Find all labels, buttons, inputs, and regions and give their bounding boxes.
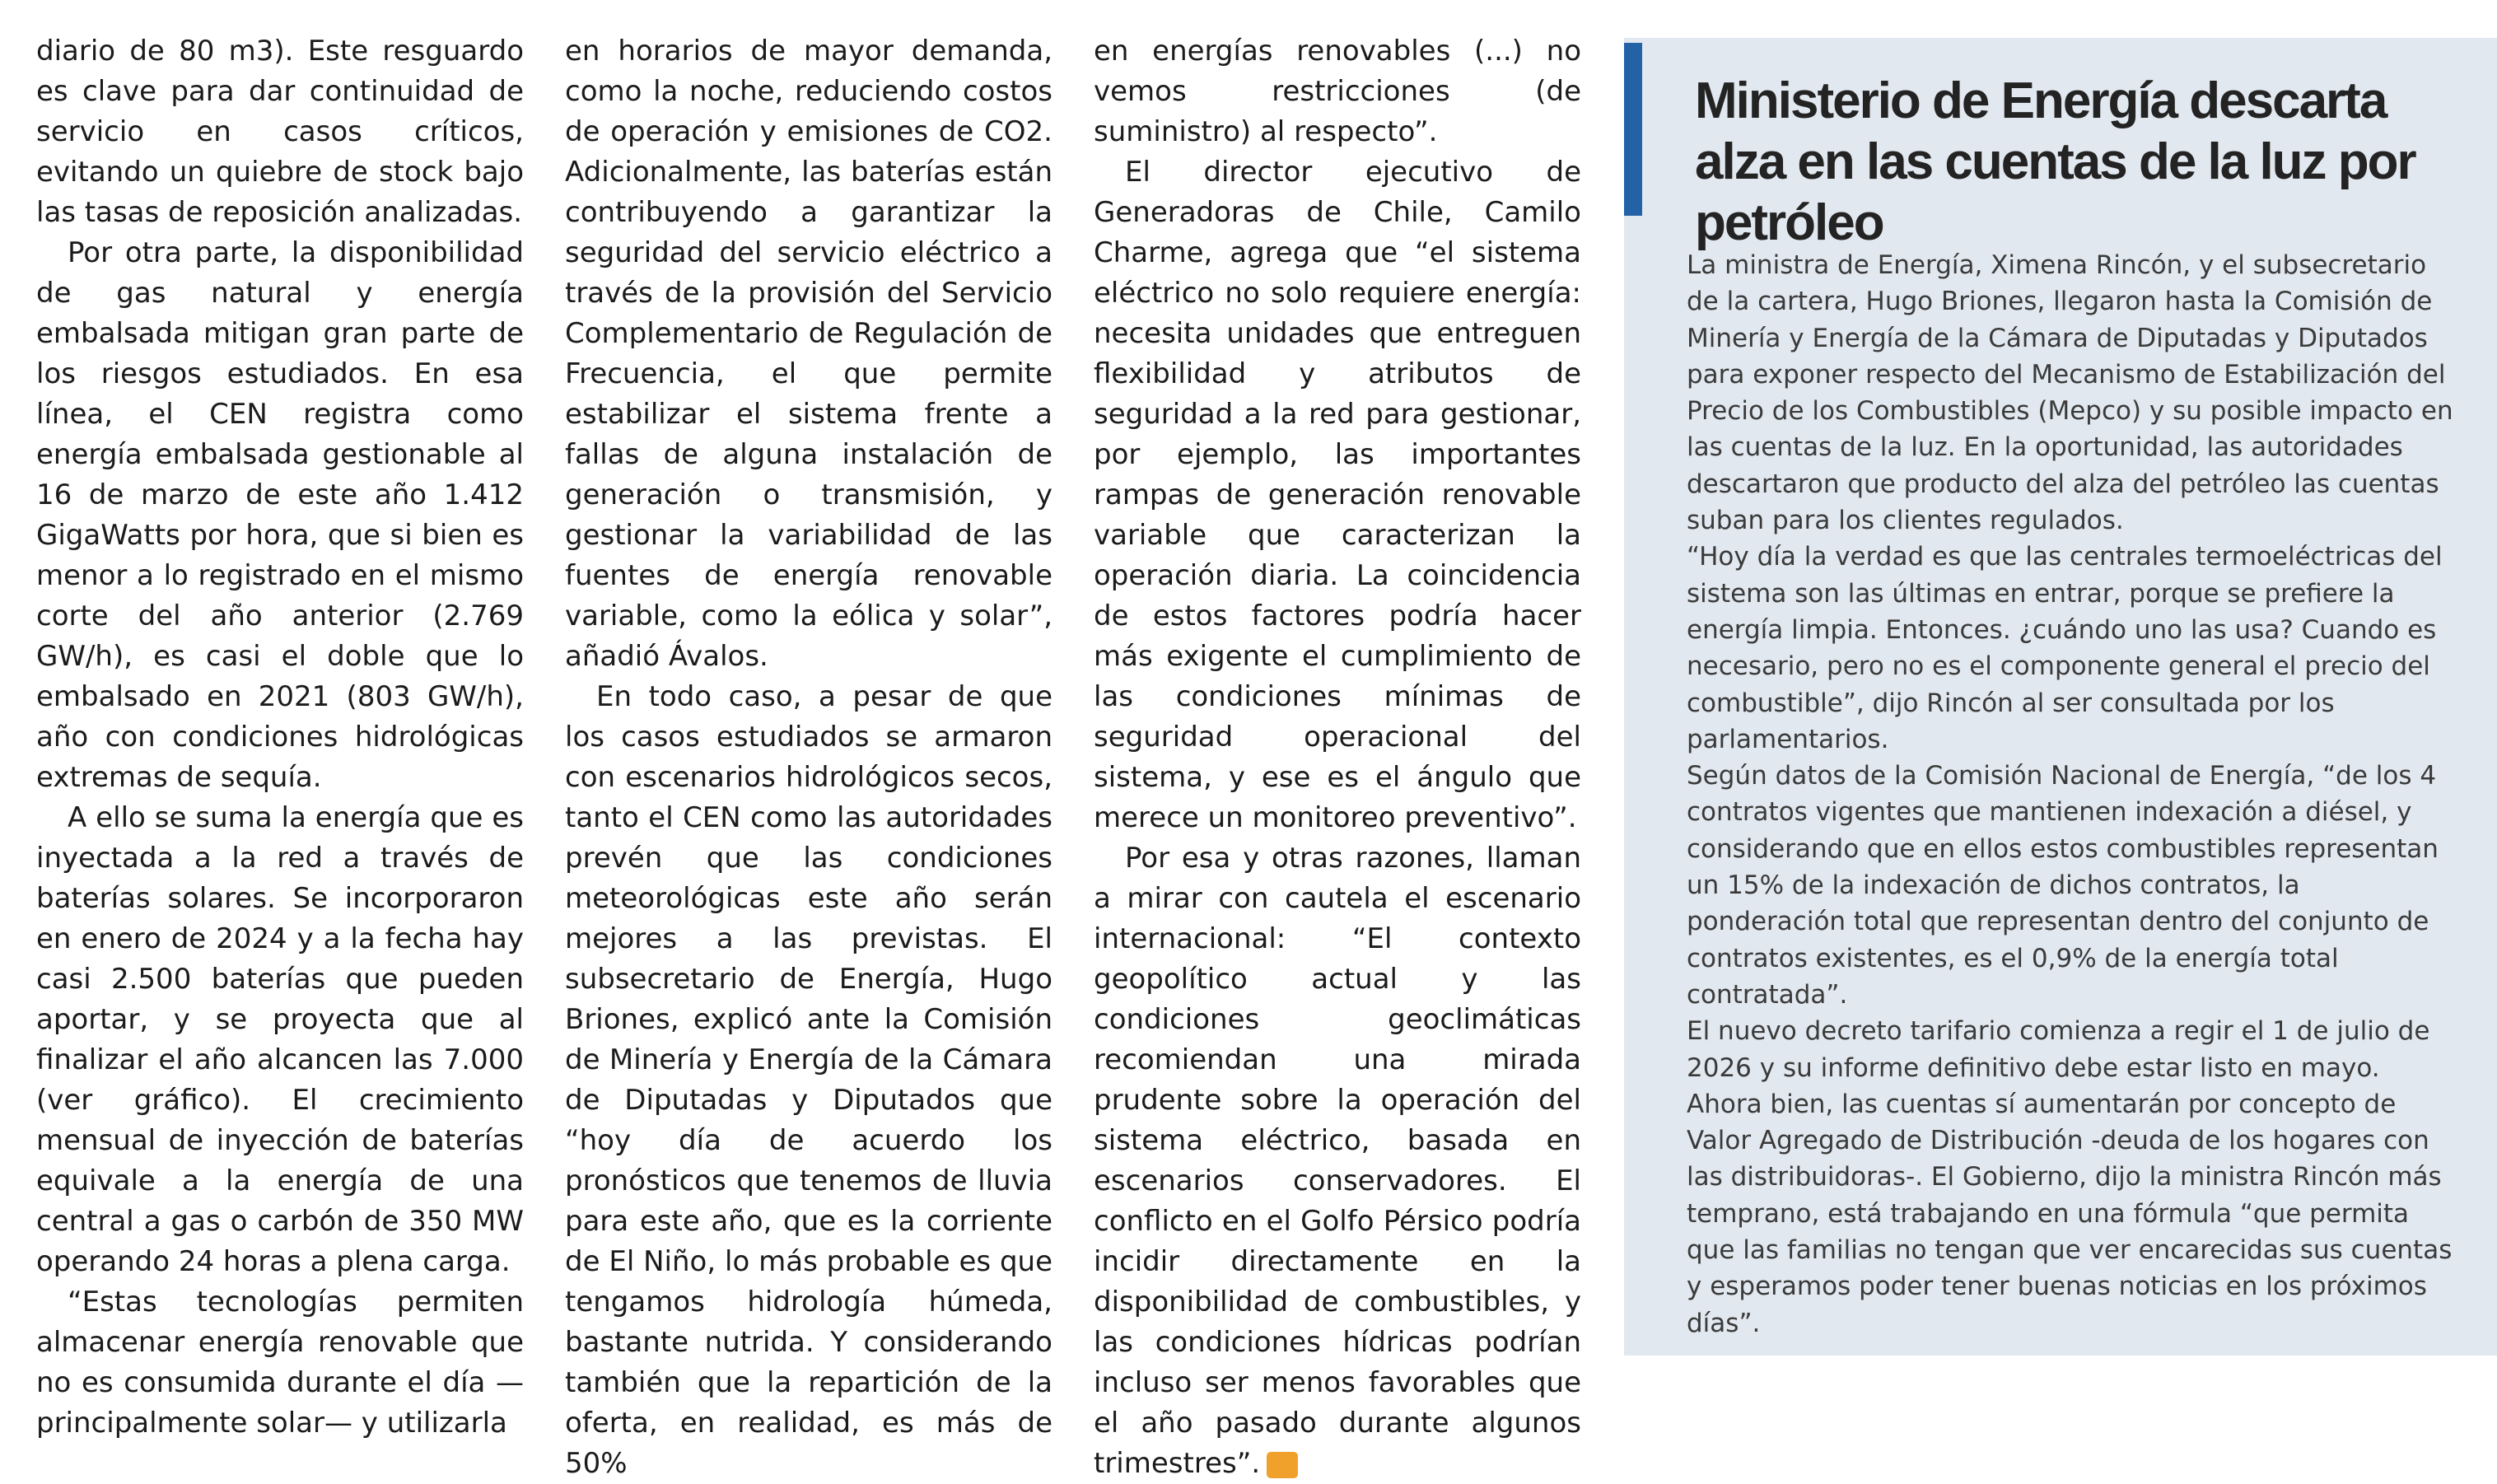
article-column-1: [36, 31, 524, 1440]
article-paragraph: En todo caso, a pesar de que los casos estudiados se armaron con escenarios hidrológicos secos, tanto el CEN como las autoridades prevén que las condiciones meteorológicas este año serán mejores a las previstas. El subsecretario de Energía, Hugo Briones, explicó ante la Comisión de Minería y Energía de la Cámara de Diputadas y Diputados que “hoy día de acuerdo los pronósticos que tenemos de lluvia para este año, que es la corriente de El Niño, lo más probable es que tengamos hidrología húmeda, bastante nutrida. Y considerando también que la repartición de la oferta, en realidad, es más de 50%: [565, 680, 1052, 1480]
article-paragraph: El director ejecutivo de Generadoras de Chile, Camilo Charme, agrega que “el sistema eléctrico no solo requiere energía: necesita unidades que entreguen flexibilidad y atributos de seguridad a la red para gestionar, por ejemplo, las importantes rampas de generación renovable variable que caracterizan la operación diaria. La coincidencia de estos factores podría hacer más exigente el cumplimiento de las condiciones mínimas de seguridad operacional del sistema, y ese es el ángulo que merece un monitoreo preventivo”.: [1094, 156, 1581, 834]
end-of-article-icon: S: [1267, 1452, 1298, 1478]
article-paragraph: diario de 80 m3). Este resguardo es clave para dar continuidad de servicio en casos críticos, evitando un quiebre de stock bajo las tasas de reposición analizadas.: [36, 35, 524, 229]
sidebar-paragraph: “Hoy día la verdad es que las centrales termoeléctricas del sistema son las últimas en entrar, porque se prefiere la energía limpia. Entonces. ¿cuándo uno las usa? Cuando es necesario, pero no es el componente general el precio del combustible”, dijo Rincón al ser consultada por los parlamentarios.: [1687, 542, 2443, 754]
sidebar-accent-bar: [1624, 43, 1642, 216]
article-paragraph: en horarios de mayor demanda, como la noche, reduciendo costos de operación y emisiones de CO2. Adicionalmente, las baterías están contribuyendo a garantizar la seguridad del servicio eléctrico a través de la provisión del Servicio Complementario de Regulación de Frecuencia, el que permite estabilizar el sistema frente a fallas de alguna instalación de generación o transmisión, y gestionar la variabilidad de las fuentes de energía renovable variable, como la eólica y solar”, añadió Ávalos.: [565, 35, 1052, 673]
sidebar-body: [1687, 247, 2461, 1342]
article-paragraph-text: Por esa y otras razones, llaman a mirar con cautela el escenario internacional: “El contexto geopolítico actual y las condiciones geoclimáticas recomiendan una mirada prudente sobre la operación del sistema eléctrico, basada en escenarios conservadores. El conflicto en el Golfo Pérsico podría incidir directamente en la disponibilidad de combustibles, y las condiciones hídricas podrían incluso ser menos favorables que el año pasado durante algunos trimestres”.: [1094, 842, 1581, 1480]
article-paragraph: A ello se suma la energía que es inyectada a la red a través de baterías solares. Se incorporaron en enero de 2024 y a la fecha hay casi 2.500 baterías que pueden aportar, y se proyecta que al finalizar el año alcancen las 7.000 (ver gráfico). El crecimiento mensual de inyección de baterías equivale a la energía de una central a gas o carbón de 350 MW operando 24 horas a plena carga.: [36, 801, 524, 1278]
sidebar-paragraph: El nuevo decreto tarifario comienza a regir el 1 de julio de 2026 y su informe definitivo debe estar listo en mayo. Ahora bien, las cuentas sí aumentarán por concepto de Valor Agregado de Distribución -deuda de los hogares con las distribuidoras-. El Gobierno, dijo la ministra Rincón más temprano, está trabajando en una fórmula “que permita que las familias no tengan que ver encarecidas sus cuentas y esperamos poder tener buenas noticias en los próximos días”.: [1687, 1016, 2453, 1338]
article-paragraph: Por otra parte, la disponibilidad de gas natural y energía embalsada mitigan gran parte de los riesgos estudiados. En esa línea, el CEN registra como energía embalsada gestionable al 16 de marzo de este año 1.412 GigaWatts por hora, que si bien es menor a lo registrado en el mismo corte del año anterior (2.769 GW/h), es casi el doble que lo embalsado en 2021 (803 GW/h), año con condiciones hidrológicas extremas de sequía.: [36, 236, 524, 794]
article-column-2: [565, 31, 1052, 1480]
article-paragraph: en energías renovables (...) no vemos restricciones (de suministro) al respecto”.: [1094, 35, 1581, 148]
article-paragraph: “Estas tecnologías permiten almacenar energía renovable que no es consumida durante el día — principalmente solar— y utilizarla: [36, 1286, 524, 1440]
sidebar-box: [1624, 38, 2497, 1356]
sidebar-paragraph: La ministra de Energía, Ximena Rincón, y el subsecretario de la cartera, Hugo Briones, llegaron hasta la Comisión de Minería y Energía de la Cámara de Diputadas y Diputados para exponer respecto del Mecanismo de Estabilización del Precio de los Combustibles (Mepco) y su posible impacto en las cuentas de la luz. En la oportunidad, las autoridades descartaron que producto del alza del petróleo las cuentas suban para los clientes regulados.: [1687, 250, 2453, 536]
article-paragraph: [1094, 838, 1581, 1484]
sidebar-paragraph: Según datos de la Comisión Nacional de Energía, “de los 4 contratos vigentes que mantienen indexación a diésel, y considerando que en ellos estos combustibles representan un 15% de la indexación de dichos contratos, la ponderación total que representan dentro del conjunto de contratos existentes, es el 0,9% de la energía total contratada”.: [1687, 761, 2439, 1010]
article-column-3: [1094, 31, 1581, 1480]
sidebar-title: Ministerio de Energía descarta alza en las cuentas de la luz por petróleo: [1695, 72, 2415, 251]
